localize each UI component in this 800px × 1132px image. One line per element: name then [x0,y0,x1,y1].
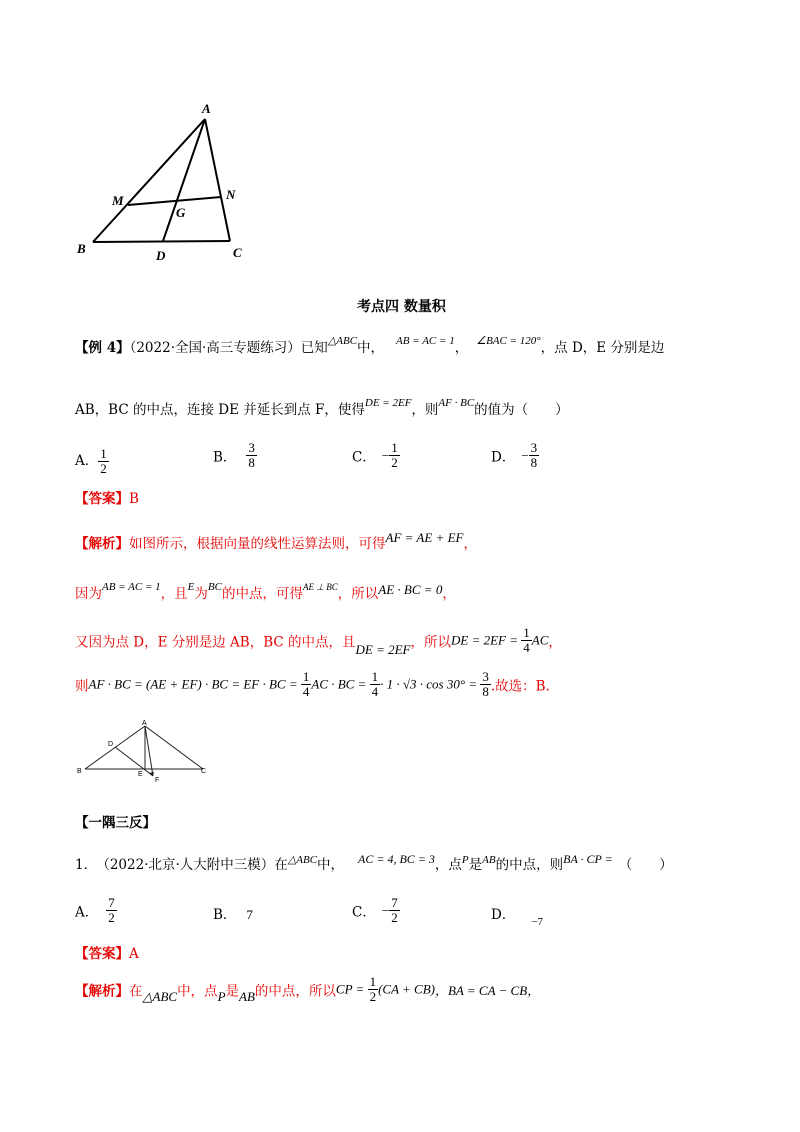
analysis4-frac2-den: 4 [371,684,379,699]
example4-line2b: ，则 [411,402,439,418]
analysis3a: 又因为点 D，E 分别是边 AB，BC 的中点，且 [75,634,356,651]
analysis3b: ，所以 [410,634,451,651]
analysis3-frac-den: 4 [523,640,530,655]
example4-line1 [75,334,664,356]
label-G: G [176,205,186,220]
practice-analysis-ba: ，BA = CA − CB， [434,983,541,998]
analysis4-frac2 [370,670,381,699]
analysis-line2 [75,581,456,602]
q1-option-a-den: 2 [108,910,115,925]
example4-cond3: DE = 2EF [364,397,412,409]
option-c-label: C． [352,449,376,466]
example4-triangle: △ABC [327,335,358,347]
analysis4-expr2: AC · BC = [311,676,370,692]
example4-line2 [75,397,569,418]
option-b-den: 8 [248,455,255,470]
label-M: M [112,193,124,208]
practice-analysis-tag: 【解析】 [75,983,129,1000]
analysis2b: ，且 [160,586,188,602]
option-d-den: 8 [530,455,538,470]
analysis3-res: DE = 2EF = [451,632,522,648]
q1-option-c-num: 7 [391,895,398,910]
q1-text2: 是 [468,857,483,873]
option-a-num: 1 [100,446,107,461]
option-b-num: 3 [248,440,255,455]
label-B: B [77,241,86,256]
q1-option-c-den: 2 [391,910,398,925]
option-a-den: 2 [100,461,107,476]
option-c-fraction [389,441,400,470]
example4-line2c: 的值为（ ） [474,402,569,418]
fig2-label-E: E [138,771,143,778]
q1-source: （2022·北京·人大附中三模）在 [103,857,288,873]
analysis4-frac3-den: 8 [482,684,489,699]
analysis2-e: E [187,581,195,593]
q1-p: P [461,854,469,866]
q1-option-b-label: B． [213,907,237,923]
practice-answer-tag: 【答案】 [75,946,129,962]
fig2-label-B: B [77,768,82,775]
option-d-label: D． [491,449,516,466]
q1-option-a[interactable] [75,896,117,925]
practice-analysis-tri: △ABC [142,989,178,1004]
practice-analysis-b: 中，点 [177,983,218,1000]
q1-expr: BA · CP = [563,852,613,866]
q1-ab: AB [482,854,496,866]
analysis3-fraction [521,626,532,655]
option-d-sign: − [521,447,529,463]
analysis-tag: 【解析】 [75,536,129,552]
q1-option-c-sign: − [381,902,390,918]
answer-value: B [129,491,139,507]
practice-answer-value: A [129,946,139,962]
section-heading: 考点四 数量积 [357,299,446,315]
example4-comma1: ， [454,340,469,356]
practice-analysis-p: P [217,989,226,1004]
analysis4b: .故选：B. [490,678,550,695]
analysis2a: 因为 [75,586,102,602]
analysis4a: 则 [75,678,89,695]
option-d-fraction [529,441,540,470]
q1-option-b-value: 7 [246,907,253,922]
label-C: C [233,245,242,260]
option-c[interactable] [352,441,400,470]
analysis2-perp: AE ⊥ BC [302,582,338,592]
triangle-figure-2 [75,718,210,783]
option-b-fraction [246,441,257,470]
analysis4-expr1: AF · BC = (AE + EF) · BC = EF · BC = [88,676,301,692]
analysis3c: ， [548,634,562,651]
fig2-label-F: F [155,777,160,783]
practice-analysis-frac-den: 2 [369,989,377,1004]
analysis3-ac: AC [531,632,549,648]
practice-analysis-a: 在 [129,983,143,1000]
example4-zhong: 中， [357,340,385,356]
option-a-label: A． [75,453,99,469]
q1-triangle: △ABC [287,854,318,866]
practice-answer [75,942,139,962]
practice-analysis-c: 是 [225,983,240,1000]
practice-analysis-d: 的中点，所以 [254,983,336,1000]
option-b[interactable] [213,441,257,470]
analysis3-frac-num: 1 [523,625,530,640]
practice-analysis-frac-num: 1 [369,974,377,989]
practice-analysis-cp: CP = [335,981,368,997]
q1-option-d-value: −7 [531,916,544,928]
option-d-num: 3 [530,440,538,455]
q1-option-c-fraction [389,896,400,925]
analysis4-frac3-num: 3 [482,669,489,684]
analysis4-frac1-den: 4 [302,684,310,699]
analysis2f: ， [442,586,456,602]
practice-q1 [75,852,673,873]
option-d[interactable] [491,441,539,470]
q1-text3: 的中点，则 [495,857,564,873]
analysis2-dot: AE · BC = 0 [378,582,443,597]
fig2-label-C: C [201,768,207,775]
analysis2e: ，所以 [337,586,379,602]
practice-analysis-paren: (CA + CB) [378,981,435,997]
q1-zhong: 中， [317,857,345,873]
analysis3-cond: DE = 2EF [355,642,411,657]
fig2-label-D: D [108,741,114,748]
q1-option-c-label: C． [352,904,376,921]
example4-expr: AF · BC [438,397,475,409]
option-a-fraction [98,447,109,476]
q1-option-d-label: D． [491,907,516,923]
label-D: D [156,248,166,263]
analysis4-frac2-num: 1 [371,669,379,684]
option-b-label: B． [213,449,237,466]
analysis4-frac3 [480,670,491,699]
triangle-figure-1 [70,95,260,265]
example4-text1: ，点 D，E 分别是边 [540,340,665,356]
q1-option-a-num: 7 [108,895,115,910]
analysis-line4 [75,670,550,699]
answer-tag: 【答案】 [75,491,129,507]
analysis1-expr: AF = AE + EF [385,530,464,545]
example4-line2a: AB，BC 的中点，连接 DE 并延长到点 F，使得 [75,402,365,418]
example4-tag: 【例 4】 [75,340,130,356]
label-A: A [202,101,211,116]
example4-source: （2022·全国·高三专题练习）已知 [129,340,328,356]
q1-text1: ，点 [434,857,462,873]
practice-heading: 【一隅三反】 [75,815,156,831]
option-c-sign: − [381,447,390,463]
analysis1-end: ， [463,536,477,552]
q1-option-d[interactable] [491,903,544,928]
option-c-num: 1 [391,440,398,455]
analysis4-frac1-num: 1 [302,669,310,684]
option-a[interactable] [75,447,109,476]
analysis2d: 的中点，可得 [221,586,303,602]
q1-option-a-fraction [106,896,117,925]
analysis-line3 [75,626,562,658]
q1-num: 1． [75,857,98,873]
option-c-den: 2 [391,455,398,470]
analysis-line1 [75,530,477,552]
q1-option-b[interactable] [213,903,253,923]
analysis2c: 为 [194,586,208,602]
practice-analysis-ab: AB [239,989,255,1004]
q1-option-a-label: A． [75,904,99,921]
example4-cond1: AB = AC = 1 [396,335,455,347]
analysis2-bc: BC [207,581,222,593]
analysis2-cond: AB = AC = 1 [102,581,161,593]
analysis1-text: 如图所示，根据向量的线性运算法则，可得 [129,536,386,552]
example4-answer [75,487,139,507]
practice-analysis-frac [368,975,379,1004]
example4-cond2: ∠BAC = 120° [476,335,541,347]
fig2-label-A: A [142,720,147,727]
q1-cond: AC = 4, BC = 3 [358,852,435,866]
analysis4-frac1 [301,670,312,699]
q1-paren: （ ） [618,857,673,873]
analysis4-expr3: · 1 · √3 · cos 30° = [380,676,481,692]
practice-analysis [75,975,540,1005]
label-N: N [226,187,236,202]
q1-option-c[interactable] [352,896,400,925]
